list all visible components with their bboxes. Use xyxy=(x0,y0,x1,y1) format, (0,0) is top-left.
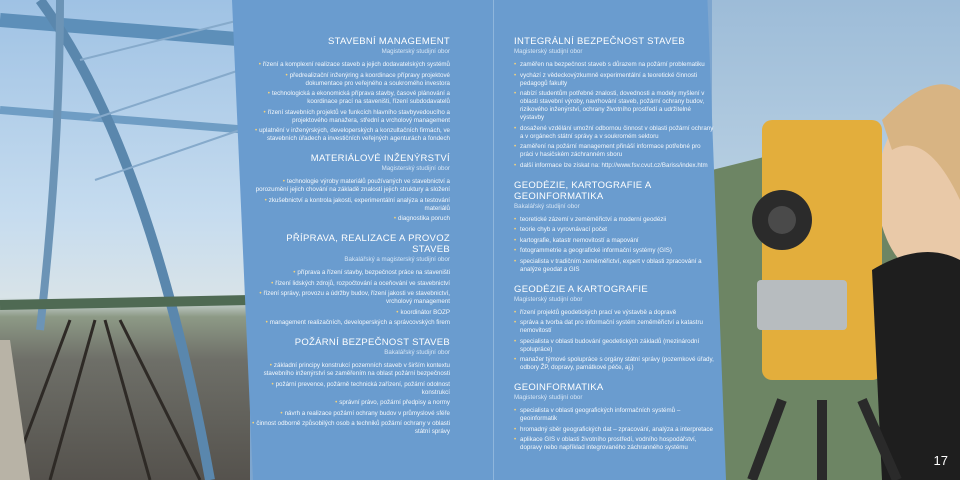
program-items xyxy=(514,61,714,170)
program-title: GEODÉZIE, KARTOGRAFIE A GEOINFORMATIKA xyxy=(514,179,651,202)
program-item-text: manažer týmové spolupráce s orgány státní správy (pozemkové úřady, odbory ŽP, dopravy, památkové péče, aj.) xyxy=(520,356,714,371)
program-degree: Magisterský studijní obor xyxy=(514,295,583,303)
program-title: GEODÉZIE A KARTOGRAFIE xyxy=(514,283,649,295)
program-items xyxy=(250,362,450,436)
program-item-text: správa a tvorba dat pro informační systém zeměměřictví a katastru nemovitostí xyxy=(520,319,703,334)
page-number: 17 xyxy=(933,453,948,468)
program-item xyxy=(250,319,450,327)
program-item xyxy=(514,72,714,88)
program-item xyxy=(250,90,450,106)
program-item-text: koordinátor BOZP xyxy=(400,308,450,316)
program-item-text: technologie výroby materiálů používaných ve stavebnictví a porozumění jejich chování na základě znalostí jejich struktury a složení xyxy=(255,178,450,193)
program-item-text: technologická a ekonomická příprava stavby, časové plánování a koordinace prací na staveništi, řízení subdodavatelů xyxy=(271,90,450,105)
program-item-text: příprava a řízení stavby, bezpečnost práce na staveništi xyxy=(297,269,450,276)
program-item xyxy=(250,72,450,88)
program-item xyxy=(250,399,450,407)
program-items xyxy=(250,269,450,327)
program-section xyxy=(514,382,714,452)
program-degree: Bakalářský studijní obor xyxy=(384,349,450,356)
program-section xyxy=(250,337,450,436)
program-item-text: teorie chyb a vyrovnávací počet xyxy=(520,226,608,233)
program-item-text: požární prevence, požárně technická zařízení, požární odolnost konstrukcí xyxy=(275,380,450,396)
program-item xyxy=(514,407,714,423)
program-item xyxy=(250,197,450,213)
program-item xyxy=(514,90,714,122)
program-degree: Magisterský studijní obor xyxy=(514,48,583,55)
program-items xyxy=(514,216,714,274)
program-title: INTEGRÁLNÍ BEZPEČNOST STAVEB xyxy=(514,36,685,47)
program-section xyxy=(514,180,714,274)
program-items xyxy=(514,309,714,373)
program-title: GEOINFORMATIKA xyxy=(514,382,604,393)
surveyor-theodolite-photo xyxy=(712,0,960,480)
program-item xyxy=(514,226,714,234)
program-item xyxy=(514,338,714,354)
program-item xyxy=(250,127,450,143)
program-degree: Magisterský studijní obor xyxy=(381,165,450,172)
program-items xyxy=(514,407,714,452)
program-item-text: návrh a realizace požární ochrany budov v průmyslové sféře xyxy=(284,409,450,417)
program-item-text: specialista v tradičním zeměměřictví, expert v oblasti zpracování a analýze geodat a GIS xyxy=(520,257,702,273)
column-divider xyxy=(493,0,494,480)
program-item-text: řízení správy, provozu a údržby budov, řízení jakosti ve stavebnictví, vrcholový management xyxy=(263,290,450,305)
program-item xyxy=(514,258,714,274)
program-degree: Magisterský studijní obor xyxy=(381,48,450,55)
program-item-text: management realizačních, developerských a správcovských firem xyxy=(269,319,450,326)
program-item-text: diagnostika poruch xyxy=(398,215,450,222)
program-item xyxy=(250,269,450,277)
program-item-text: řízení lidských zdrojů, rozpočtování a oceňování ve stavebnictví xyxy=(275,279,450,287)
program-item-text: hromadný sběr geografických dat – zpracování, analýza a interpretace xyxy=(520,425,713,433)
program-section xyxy=(514,284,714,373)
program-item-text: další informace lze získat na: http://www.fsv.cvut.cz/Bariss/index.htm xyxy=(520,161,708,169)
program-item-text: zkušebnictví a kontrola jakosti, experimentální analýza a testování materiálů xyxy=(268,196,450,212)
program-item-text: zaměření na požární management přináší informace potřebné pro práci v hasičském záchranném sboru xyxy=(520,143,701,158)
program-item-text: kartografie, katastr nemovitostí a mapování xyxy=(520,236,639,244)
program-items xyxy=(250,178,450,223)
program-item-text: uplatnění v inženýrských, developerských a konzultačních firmách, ve stavebních úřadech a investičních veřejných agenturách a fondech xyxy=(259,127,450,142)
program-item xyxy=(514,237,714,245)
right-column xyxy=(514,36,714,462)
program-item-text: aplikace GIS v oblasti životního prostředí, vodního hospodářství, dopravy nebo například integrovaného záchranného systému xyxy=(520,436,697,451)
program-section xyxy=(514,36,714,170)
program-item xyxy=(250,215,450,223)
program-item-text: specialista v oblasti budování geodetických základů (mezinárodní spolupráce) xyxy=(520,337,700,353)
program-item xyxy=(250,420,450,436)
program-item-text: řízení projektů geodetických prací ve výstavbě a dopravě xyxy=(520,308,677,316)
program-item-text: dosažené vzdělání umožní odbornou činnost v oblasti požární ochrany a v orgánech státní správy a v soukromém sektoru xyxy=(520,124,714,140)
program-item xyxy=(250,290,450,306)
program-item xyxy=(250,280,450,288)
program-title: STAVEBNÍ MANAGEMENT xyxy=(327,36,450,47)
program-degree: Magisterský studijní obor xyxy=(514,394,583,401)
program-item-text: činnost odborně způsobilých osob a techniků požární ochrany v oblasti státní správy xyxy=(256,420,450,435)
program-item xyxy=(514,125,714,141)
program-section xyxy=(250,36,450,143)
program-item xyxy=(250,178,450,194)
program-item xyxy=(514,319,714,335)
program-degree: Bakalářský studijní obor xyxy=(514,202,580,210)
program-item-text: správní právo, požární předpisy a normy xyxy=(339,399,450,406)
program-item-text: základní principy konstrukcí pozemních staveb v širším kontextu stavebního inženýrství se zaměřením na oblast požární bezpečnosti xyxy=(263,362,450,377)
program-item xyxy=(514,61,714,69)
program-item-text: vychází z vědeckovýzkumně experimentální a teoretické činnosti pedagogů fakulty xyxy=(520,71,698,87)
program-item xyxy=(514,426,714,434)
program-degree: Bakalářský a magisterský studijní obor xyxy=(344,256,450,263)
program-section xyxy=(250,233,450,327)
left-column xyxy=(250,36,450,446)
program-title: MATERIÁLOVÉ INŽENÝRSTVÍ xyxy=(310,153,450,164)
program-item-text: teoretické zázemí v zeměměřictví a moderní geodézii xyxy=(520,215,667,223)
program-items xyxy=(250,61,450,143)
program-item-text: předrealizační inženýring a koordinace přípravy projektové dokumentace pro veřejného a soukromého investora xyxy=(289,71,450,87)
program-item xyxy=(514,309,714,317)
program-item xyxy=(514,356,714,372)
program-item xyxy=(514,436,714,452)
railway-bridge-photo xyxy=(0,0,250,480)
program-item xyxy=(250,381,450,397)
program-item-text: řízení stavebních projektů ve funkcích hlavního stavbyvedoucího a projektového manažera, střední a vrcholový management xyxy=(267,108,450,124)
program-item-text: nabízí studentům potřebné znalosti, dovednosti a modely myšlení v oblasti stavební výroby, navrhování staveb, požární ochrany budov, rizikového inženýrství, ochrany životního prostředí a udržitelné výstavby xyxy=(520,90,705,121)
program-title: PŘÍPRAVA, REALIZACE A PROVOZ STAVEB xyxy=(286,233,450,255)
program-item xyxy=(250,61,450,69)
program-item xyxy=(514,247,714,255)
program-item xyxy=(250,309,450,317)
program-item-text: řízení a komplexní realizace staveb a jejich dodavatelských systémů xyxy=(262,61,450,68)
program-item-text: fotogrammetrie a geografické informační systémy (GIS) xyxy=(520,247,672,254)
program-item-text: zaměřen na bezpečnost staveb s důrazem na požární problematiku xyxy=(520,61,705,68)
program-item xyxy=(250,410,450,418)
program-item-text: specialista v oblasti geografických informačních systémů – geoinformatik xyxy=(520,407,681,422)
program-section xyxy=(250,153,450,223)
program-item xyxy=(514,143,714,159)
program-title: POŽÁRNÍ BEZPEČNOST STAVEB xyxy=(294,337,450,348)
program-item xyxy=(514,216,714,224)
program-item xyxy=(514,162,714,170)
program-item xyxy=(250,109,450,125)
program-item xyxy=(250,362,450,378)
